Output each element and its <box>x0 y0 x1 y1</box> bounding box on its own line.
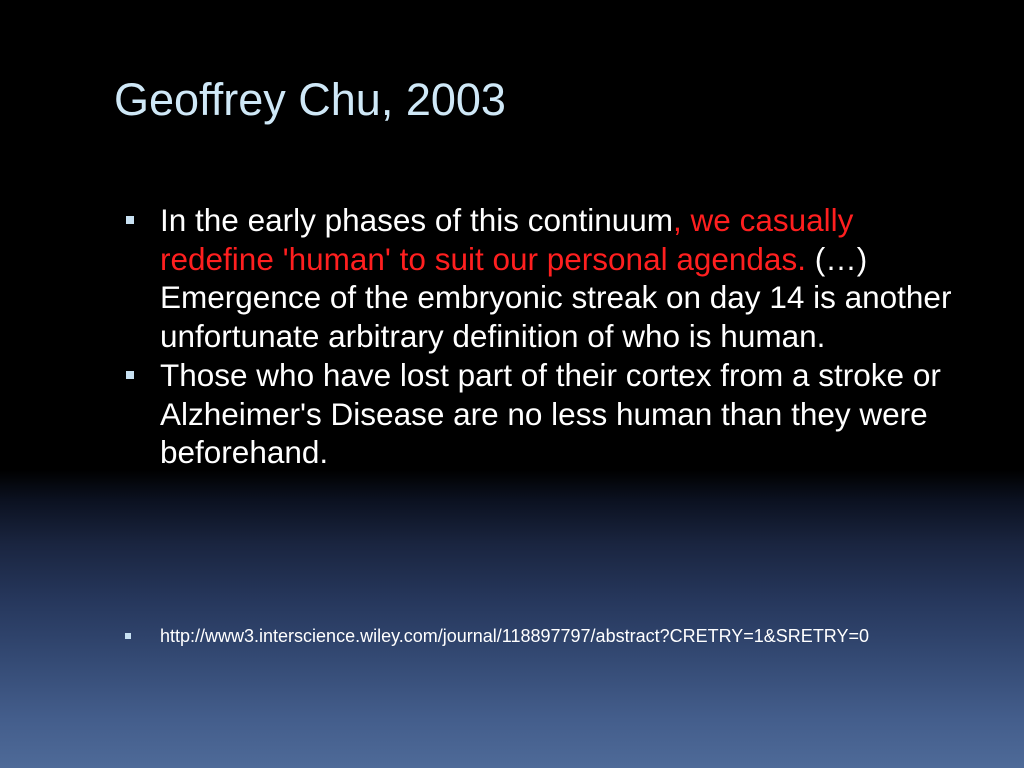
square-bullet-icon <box>125 633 131 639</box>
bullet-item-2 <box>160 356 975 472</box>
bullet-1-text-end: (…) Emergence of the embryonic streak on day 14 is another unfortunate arbitrary definition of who is human. <box>160 240 952 354</box>
source-url-text: http://www3.interscience.wiley.com/journal/118897797/abstract?CRETRY=1&SRETRY=0 <box>160 626 870 646</box>
bullet-list <box>160 201 975 473</box>
slide-title: Geoffrey Chu, 2003 <box>114 74 506 125</box>
bullet-item-1 <box>160 201 975 355</box>
bullet-1-text-start: In the early phases of this continuum <box>160 202 674 238</box>
bullet-2-text: Those who have lost part of their cortex from a stroke or Alzheimer's Disease are no less human than they were beforehand. <box>160 357 941 470</box>
source-citation <box>160 625 960 648</box>
square-bullet-icon <box>126 216 134 224</box>
square-bullet-icon <box>126 371 134 379</box>
bullet-1-emphasis-text: , we casually redefine 'human' to suit our personal agendas. <box>160 202 854 277</box>
